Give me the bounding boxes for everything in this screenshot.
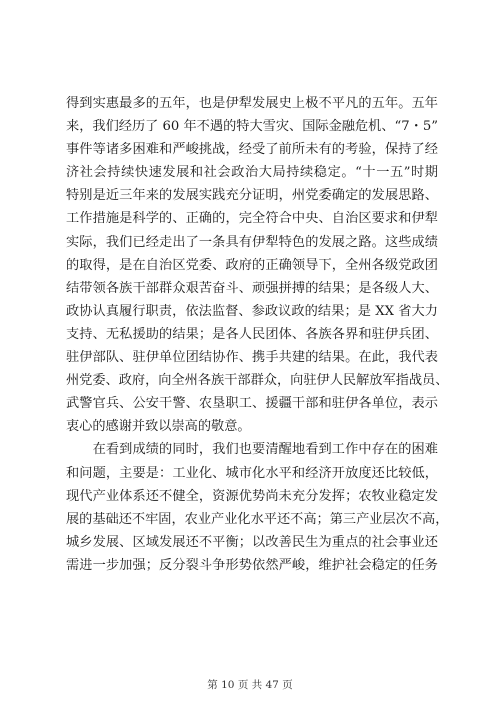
text-line: 工作措施是科学的、正确的，完全符合中央、自治区要求和伊犁	[66, 211, 438, 227]
text-line: 的取得，是在自治区党委、政府的正确领导下，全州各级党政团	[66, 257, 438, 273]
paragraph-1	[66, 92, 449, 438]
text-line: 得到实惠最多的五年，也是伊犁发展史上极不平凡的五年。五年	[66, 96, 438, 111]
text-line: 需进一步加强；反分裂斗争形势依然严峻，维护社会稳定的任务	[66, 557, 438, 573]
text-line: 城乡发展、区域发展还不平衡；以改善民生为重点的社会事业还	[66, 534, 438, 550]
text-line: 武警官兵、公安干警、农垦职工、援疆干部和驻伊各单位，表示	[66, 396, 438, 412]
text-line: 结带领各族干部群众艰苦奋斗、顽强拼搏的结果；是各级人大、	[66, 280, 438, 296]
text-line: 在看到成绩的同时，我们也要清醒地看到工作中存在的困难	[66, 442, 438, 458]
text-line: 驻伊部队、驻伊单位团结协作、携手共建的结果。在此，我代表	[66, 350, 438, 366]
text-line: 展的基础还不牢固，农业产业化水平还不高；第三产业层次不高，	[66, 511, 449, 527]
text-line: 现代产业体系还不健全，资源优势尚未充分发挥；农牧业稳定发	[66, 488, 438, 504]
text-line: 特别是近三年来的发展实践充分证明，州党委确定的发展思路、	[66, 188, 438, 204]
text-line: 事件等诸多困难和严峻挑战，经受了前所未有的考验，保持了经	[66, 142, 438, 158]
text-line: 政协认真履行职责，依法监督、参政议政的结果；是 XX 省大力	[66, 303, 438, 319]
text-line: 支持、无私援助的结果；是各人民团体、各族各界和驻伊兵团、	[66, 326, 438, 342]
text-line: 州党委、政府，向全州各族干部群众，向驻伊人民解放军指战员、	[66, 373, 449, 389]
paragraph-2	[66, 438, 449, 577]
text-line: 济社会持续快速发展和社会政治大局持续稳定。“十一五”时期	[66, 165, 438, 181]
document-body	[66, 92, 449, 577]
text-line: 实际，我们已经走出了一条具有伊犁特色的发展之路。这些成绩	[66, 234, 438, 250]
text-line: 和问题，主要是：工业化、城市化水平和经济开放度还比较低，	[66, 465, 438, 481]
text-line: 衷心的感谢并致以崇高的敬意。	[66, 419, 251, 435]
text-line: 来，我们经历了 60 年不遇的特大雪灾、国际金融危机、“7・5”	[66, 119, 438, 135]
page-footer: 第 10 页 共 47 页	[207, 679, 293, 691]
